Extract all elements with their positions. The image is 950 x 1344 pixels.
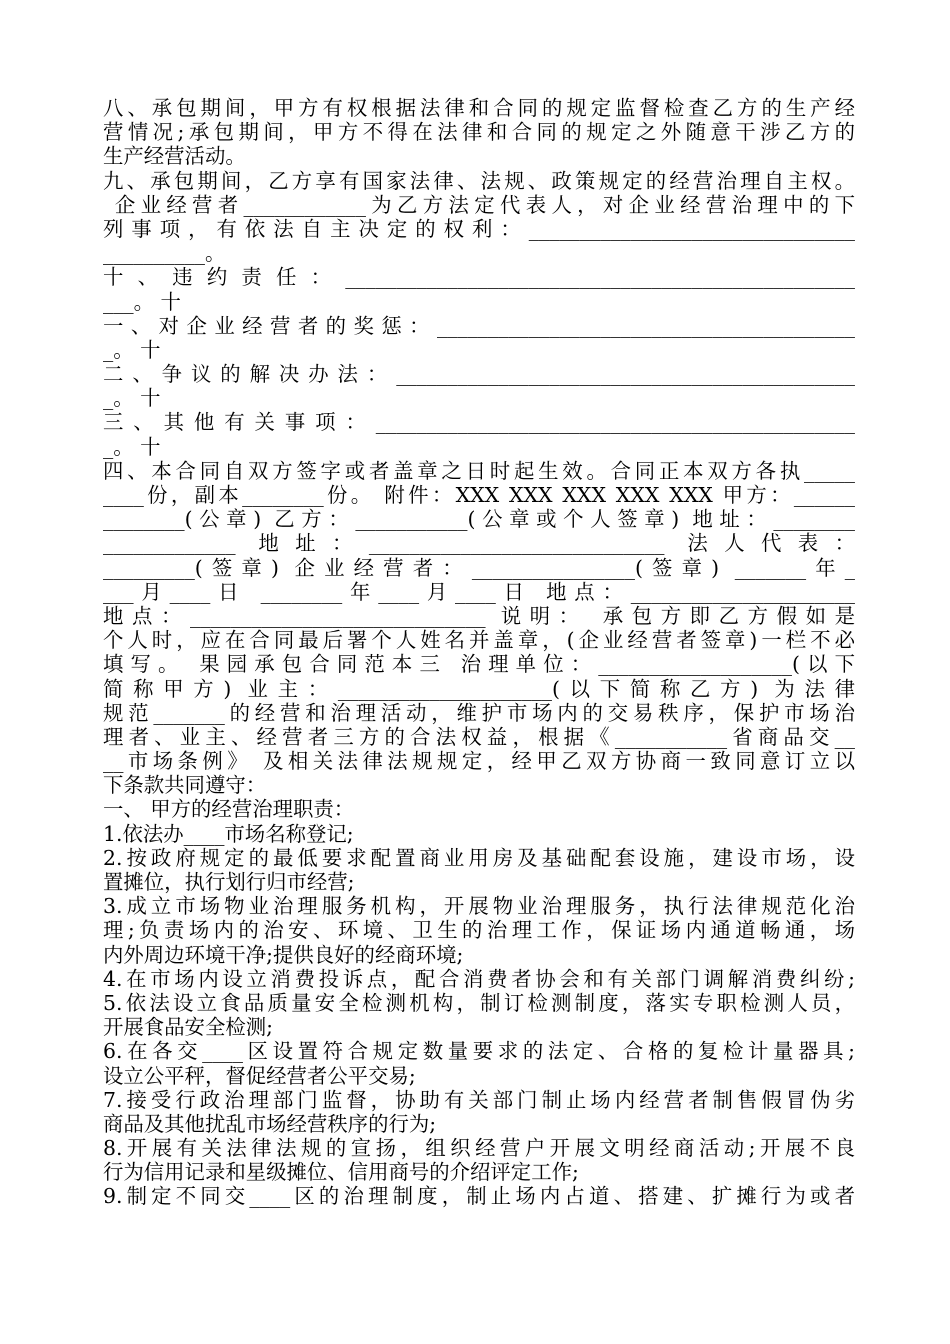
text-line: _________(签章) 企业经营者：________________(签章) _______年_: [103, 555, 855, 580]
text-line: 规范_______的经营和治理活动，维护市场内的交易秩序，保护市场治: [103, 700, 855, 725]
text-line: 个人时，应在合同最后署个人姓名并盖章，(企业经营者签章)一栏不必: [103, 628, 855, 653]
text-line: 3.成立市场物业治理服务机构，开展物业治理服务，执行法律规范化治: [103, 894, 855, 919]
text-line: 7.接受行政治理部门监督，协助有关部门制止场内经营者制售假冒伪劣: [103, 1087, 855, 1112]
text-line: 生产经营活动。: [103, 144, 246, 169]
text-line: 九、承包期间，乙方享有国家法律、法规、政策规定的经营治理自主权。: [103, 168, 855, 193]
text-line: 6.在各交____区设置符合规定数量要求的法定、合格的复检计量器具;: [103, 1039, 855, 1064]
text-line: 商品及其他扰乱市场经营秩序的行为;: [103, 1111, 437, 1136]
text-line: 八、承包期间，甲方有权根据法律和合同的规定监督检查乙方的生产经: [103, 96, 855, 120]
text-line: 置摊位，执行划行归市经营;: [103, 870, 355, 894]
text-line: 填写。 果园承包合同范本三 治理单位：___________________(以下: [103, 652, 855, 677]
text-line: 地点：_____________________________ 说明： 承包方即乙方假如是: [103, 603, 855, 628]
text-line: 二、争议的解决办法：_____________________________________________: [103, 362, 855, 387]
text-line: 内外周边环境干净;提供良好的经商环境;: [103, 942, 464, 967]
text-line: 三、其他有关事项：_______________________________________________: [103, 410, 855, 435]
text-line: 1.依法办____市场名称登记;: [103, 821, 354, 846]
text-line: 理者、业主、经营者三方的合法权益，根据《___________省商品交__: [103, 724, 855, 749]
text-line: 行为信用记录和星级摊位、信用商号的介绍评定工作;: [103, 1160, 579, 1185]
text-line: _。 十: [103, 434, 161, 459]
text-line: _____________ 地址：_____________________________ 法人代表：: [103, 531, 855, 556]
text-line: 一、 甲方的经营治理职责：: [103, 797, 355, 822]
text-line: 简称甲方) 业主：_____________________(以下简称乙方) 为法律: [103, 676, 855, 701]
text-line: __________。: [103, 241, 226, 266]
text-line: 4.在市场内设立消费投诉点，配合消费者协会和有关部门调解消费纠纷;: [103, 966, 855, 991]
text-line: ___。 十: [103, 289, 181, 314]
text-line: _。 十: [103, 386, 161, 411]
text-line: _。 十: [103, 337, 161, 362]
text-line: __市场条例》 及相关法律法规规定，经甲乙双方协商一致同意订立以: [103, 749, 855, 774]
text-line: 企业经营者____________为乙方法定代表人，对企业经营治理中的下: [103, 192, 855, 217]
text-line: 开展食品安全检测;: [103, 1015, 273, 1040]
text-line: 列事项，有依法自主决定的权利：________________________________: [103, 216, 855, 241]
text-line: 营情况;承包期间，甲方不得在法律和合同的规定之外随意干涉乙方的: [103, 120, 855, 145]
text-line: ___月____日 ________年____月____日 地点：______________________: [103, 579, 855, 604]
text-line: 5.依法设立食品质量安全检测机构，制订检测制度，落实专职检测人员，: [103, 990, 855, 1015]
text-line: 9.制定不同交____区的治理制度，制止场内占道、搭建、扩摊行为或者: [103, 1184, 855, 1209]
text-line: ____份，副本________份。 附件：XXX XXX XXX XXX XXX 甲方：______: [103, 483, 855, 507]
text-line: 8.开展有关法律法规的宣扬，组织经营户开展文明经商活动;开展不良: [103, 1136, 855, 1161]
text-line: 四、本合同自双方签字或者盖章之日时起生效。合同正本双方各执_____: [103, 458, 855, 483]
text-line: 设立公平秤，督促经营者公平交易;: [103, 1063, 416, 1088]
text-line: 下条款共同遵守：: [103, 773, 267, 798]
document-body: [103, 96, 855, 1209]
text-line: 2.按政府规定的最低要求配置商业用房及基础配套设施，建设市场，设: [103, 845, 855, 870]
text-line: 理;负责场内的治安、环境、卫生的治理工作，保证场内通道畅通，场: [103, 918, 855, 943]
text-line: 一、对企业经营者的奖惩：_________________________________________: [103, 313, 855, 338]
text-line: 十、违约责任：__________________________________________________: [103, 265, 855, 290]
text-line: ________(公章) 乙方：___________(公章或个人签章) 地址：________: [103, 507, 855, 532]
